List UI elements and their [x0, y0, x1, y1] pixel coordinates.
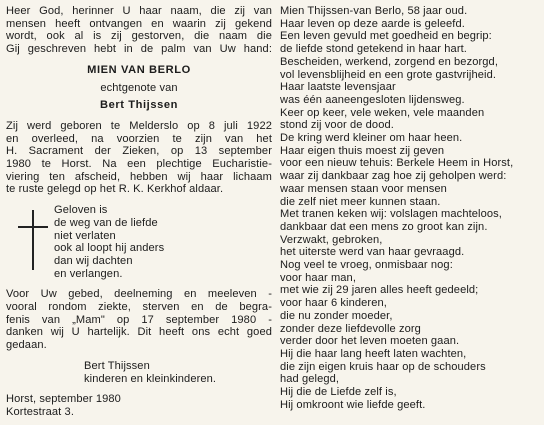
- thanks-line: gedaan.: [6, 339, 47, 352]
- place-date: Horst, september 1980: [6, 393, 121, 406]
- poem-line: Geloven is: [54, 204, 108, 217]
- verse-line: Keer op keer, vele weken, vele maanden: [280, 106, 485, 119]
- verse-line: Een leven gevuld met goedheid en begrip:: [280, 30, 492, 43]
- verse-line: was één aaneengesloten lijdensweg.: [280, 93, 465, 106]
- verse-line: die zijn eigen kruis haar op de schouders: [280, 360, 486, 373]
- verse-line: Mien Thijssen-van Berlo, 58 jaar oud.: [280, 5, 468, 17]
- opening-line: Heer God, herinner U haar naam, die zij van: [6, 5, 272, 17]
- verse-line: die zelf niet meer kunnen staan.: [280, 195, 441, 208]
- verse-line: Verzwakt, gebroken,: [280, 233, 383, 246]
- verse-line: de liefde stond getekend in haar hart.: [280, 43, 467, 56]
- verse-line: vol levensblijheid en een grote gastvrijheid.: [280, 68, 497, 81]
- verse-line: stond zij voor de dood.: [280, 119, 394, 132]
- relation-text: echtgenote van: [100, 81, 178, 94]
- poem-block: [6, 204, 272, 280]
- verse-line: die nu zonder moeder,: [280, 309, 393, 322]
- biography-line: te ruste gelegd op het R. K. Kerkhof aldaar.: [6, 183, 224, 196]
- verse-line: het uiterste werd van haar gevraagd.: [280, 246, 465, 259]
- poem-line: ook al loopt hij anders: [54, 242, 165, 255]
- opening-line: wordt, ook al is zij gestorven, die naam die: [6, 30, 272, 43]
- verse-line: waar zij dankbaar zag hoe zij geholpen werd:: [280, 170, 507, 183]
- verse-line: Nog veel te vroeg, onmisbaar nog:: [280, 259, 453, 272]
- biography-line: H. Sacrament der Zieken, op 13 september: [6, 145, 272, 158]
- opening-line: mensen heeft ontvangen en waarin zij gekend: [6, 17, 272, 30]
- poem-line: niet verlaten: [54, 229, 116, 242]
- biography-line: 1980 te Horst. Na een plechtige Eucharistie-: [6, 158, 272, 171]
- thanks-line: fenis van „Mam" op 17 september 1980 -: [6, 313, 272, 326]
- verse-line: voor haar 6 kinderen,: [280, 297, 387, 310]
- right-column: [280, 5, 540, 412]
- verse-line: dankbaar dat een mens zo groot kan zijn.: [280, 220, 488, 233]
- thanks-line: danken wij U hartelijk. Dit heeft ons echt goed: [6, 326, 272, 339]
- thanks-line: Voor Uw gebed, deelneming en meeleven -: [6, 288, 272, 301]
- verse-line: waar mensen staan voor mensen: [280, 182, 447, 195]
- verse-line: voor een nieuw tehuis: Berkele Heem in Horst,: [280, 157, 514, 170]
- verse-line: voor haar man,: [280, 271, 357, 284]
- verse-line: met wie zij 29 jaren alles heeft gedeeld;: [280, 284, 479, 297]
- verse-line: Bescheiden, werkend, zorgend en bezorgd,: [280, 55, 499, 68]
- poem-line: en verlangen.: [54, 267, 123, 280]
- verse-line: Haar leven op deze aarde is geleefd.: [280, 17, 465, 30]
- verse-line: had gelegd,: [280, 373, 340, 386]
- left-column: [6, 5, 272, 419]
- spouse-name: Bert Thijssen: [99, 99, 179, 112]
- signature-name: Bert Thijssen: [84, 359, 150, 372]
- biography-line: viering ten afscheid, hebben wij haar lichaam: [6, 170, 272, 183]
- verse-line: Haar laatste levensjaar: [280, 81, 396, 94]
- verse-line: Met tranen keken wij: volslagen machteloos,: [280, 208, 502, 221]
- latin-cross-icon: [18, 210, 48, 270]
- biography-line: Zij werd geboren te Melderslo op 8 juli 1922: [6, 119, 272, 132]
- poem-line: de weg van de liefde: [54, 216, 158, 229]
- verse-line: Hij die de Liefde zelf is,: [280, 386, 397, 399]
- address: Kortestraat 3.: [6, 405, 74, 418]
- verse-line: Haar eigen thuis moest zij geven: [280, 144, 445, 157]
- poem-line: dan wij dachten: [54, 254, 133, 267]
- verse-line: Hij die haar lang heeft laten wachten,: [280, 347, 467, 360]
- verse-line: verder door het leven moeten gaan.: [280, 335, 460, 348]
- verse-line: zonder deze liefdevolle zorg: [280, 322, 421, 335]
- verse-line: Hij omkroont wie liefde geeft.: [280, 398, 426, 411]
- biography-line: en overleed, na voorzien te zijn van het: [6, 132, 272, 145]
- signature-family: kinderen en kleinkinderen.: [84, 372, 217, 385]
- thanks-line: vooral rondom ziekte, sterven en de begra-: [6, 301, 272, 314]
- deceased-name: MIEN VAN BERLO: [87, 63, 191, 76]
- opening-line: Gij geschreven hebt in de palm van Uw hand:: [6, 43, 272, 56]
- verse-line: De kring werd kleiner om haar heen.: [280, 132, 463, 145]
